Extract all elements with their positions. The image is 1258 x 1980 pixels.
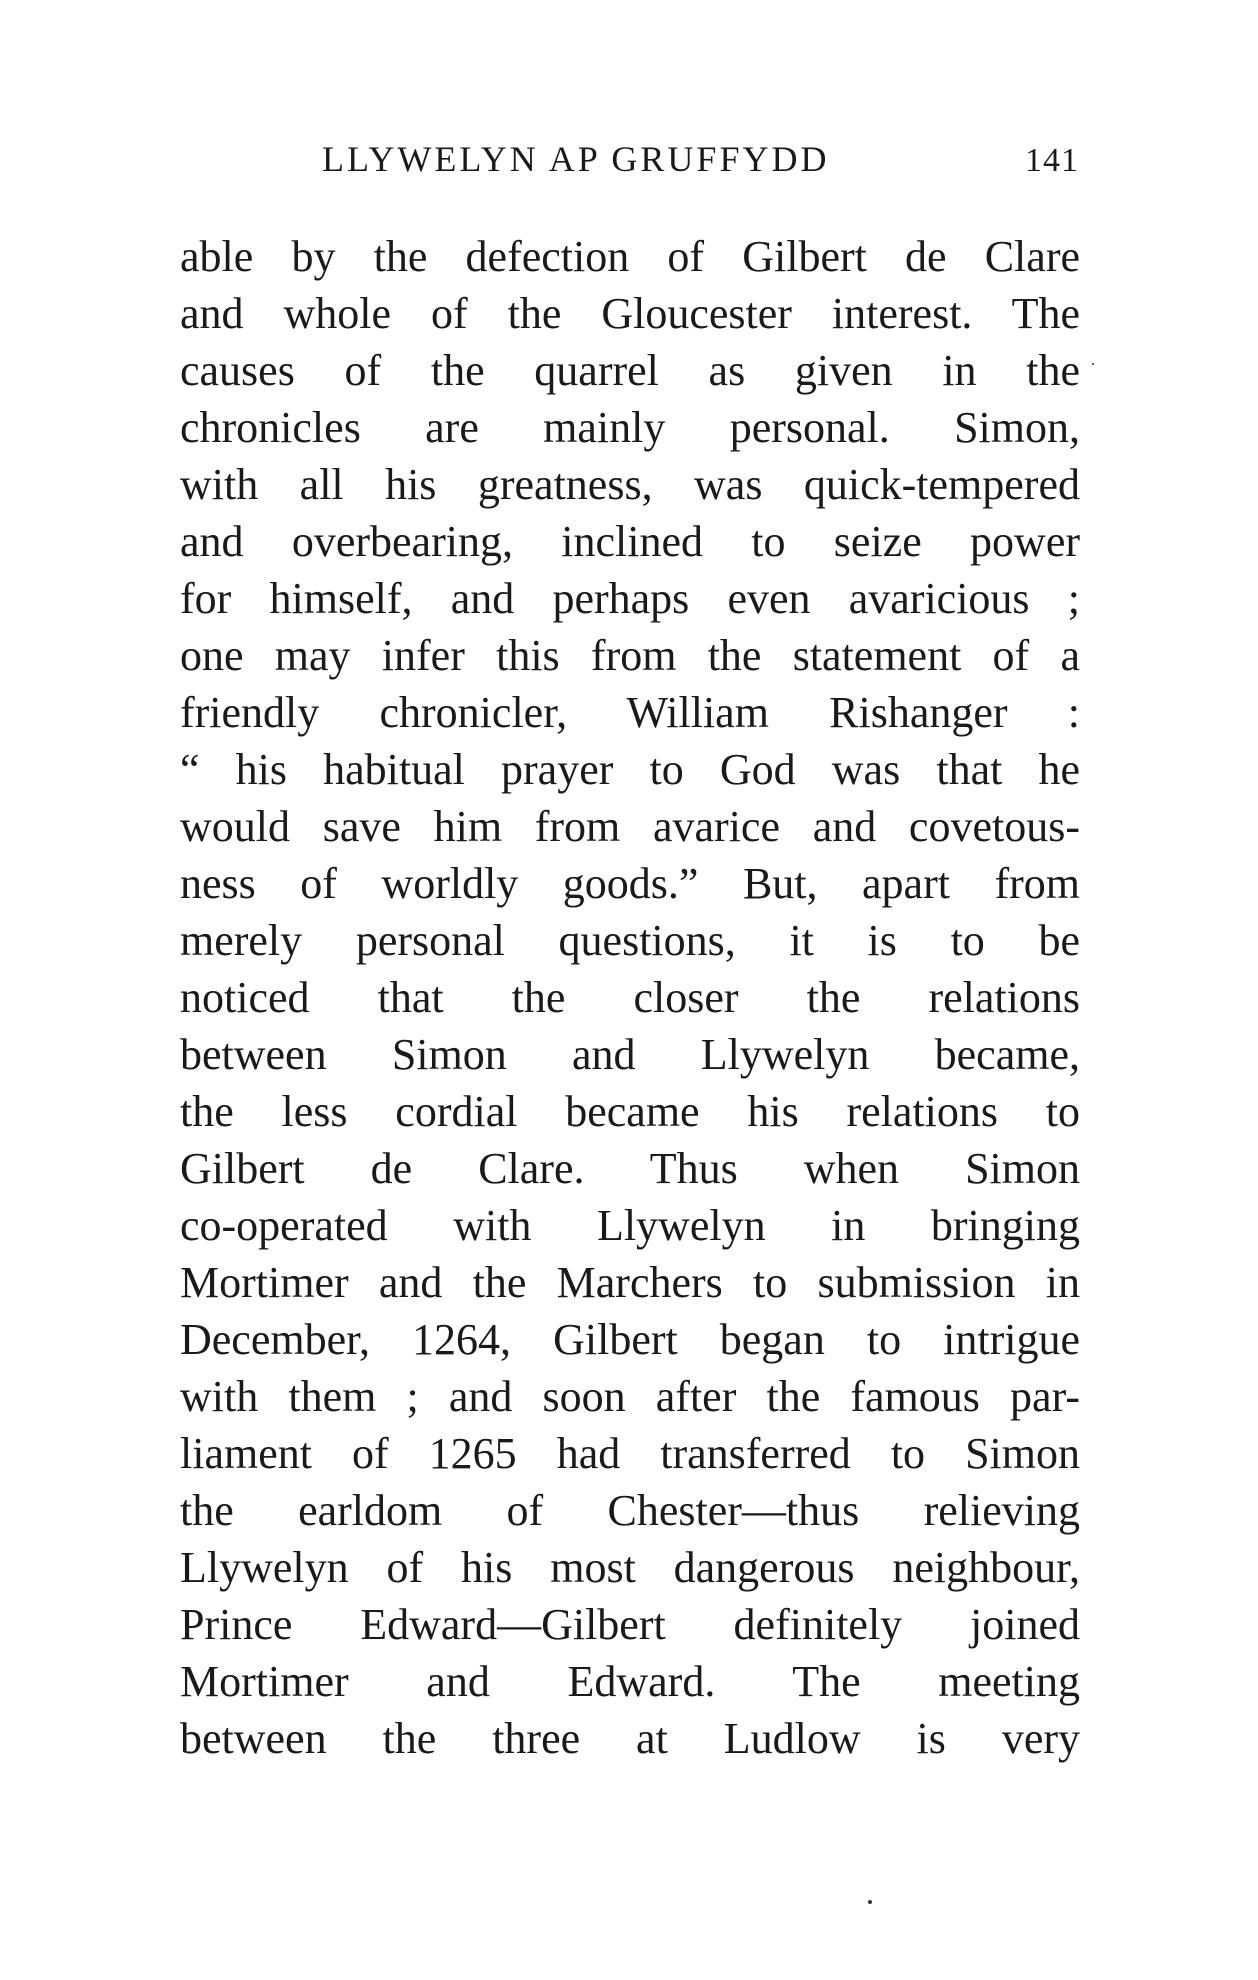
text-line: Mortimer and Edward. The meeting [180,1657,1080,1706]
page-number: 141 [1025,142,1079,179]
text-line: noticed that the closer the relations [180,973,1080,1022]
text-line: Llywelyn of his most dangerous neighbour, [180,1543,1080,1592]
text-line: between the three at Ludlow is very [180,1714,1080,1763]
text-line: would save him from avarice and covetous- [180,802,1080,851]
text-line: for himself, and perhaps even avaricious ; [180,574,1080,623]
text-line: merely personal questions, it is to be [180,916,1080,965]
text-line: causes of the quarrel as given in the [180,346,1080,395]
text-line: between Simon and Llywelyn became, [180,1030,1080,1079]
text-line: friendly chronicler, William Rishanger : [180,688,1080,737]
text-line: ness of worldly goods.” But, apart from [180,859,1080,908]
text-line: “ his habitual prayer to God was that he [180,745,1080,794]
text-line: Prince Edward—Gilbert definitely joined [180,1600,1080,1649]
running-title: LLYWELYN AP GRUFFYDD [322,139,830,179]
text-line: one may infer this from the statement of a [180,631,1080,680]
text-line: the less cordial became his relations to [180,1087,1080,1136]
text-line: liament of 1265 had transferred to Simon [180,1429,1080,1478]
text-line: chronicles are mainly personal. Simon, [180,403,1080,452]
text-line: and overbearing, inclined to seize power [180,517,1080,566]
text-line: Gilbert de Clare. Thus when Simon [180,1144,1080,1193]
text-line: co-operated with Llywelyn in bringing [180,1201,1080,1250]
text-line: the earldom of Chester—thus relieving [180,1486,1080,1535]
running-head [322,138,1079,188]
body-text [180,228,1080,1767]
text-line: with them ; and soon after the famous par- [180,1372,1080,1421]
text-line: and whole of the Gloucester interest. The [180,289,1080,338]
text-line: with all his greatness, was quick-tempered [180,460,1080,509]
text-line: December, 1264, Gilbert began to intrigue [180,1315,1080,1364]
text-line: Mortimer and the Marchers to submission in [180,1258,1080,1307]
scan-speck [1092,363,1094,365]
scan-speck [868,1900,872,1904]
text-line: able by the defection of Gilbert de Clare [180,232,1080,281]
